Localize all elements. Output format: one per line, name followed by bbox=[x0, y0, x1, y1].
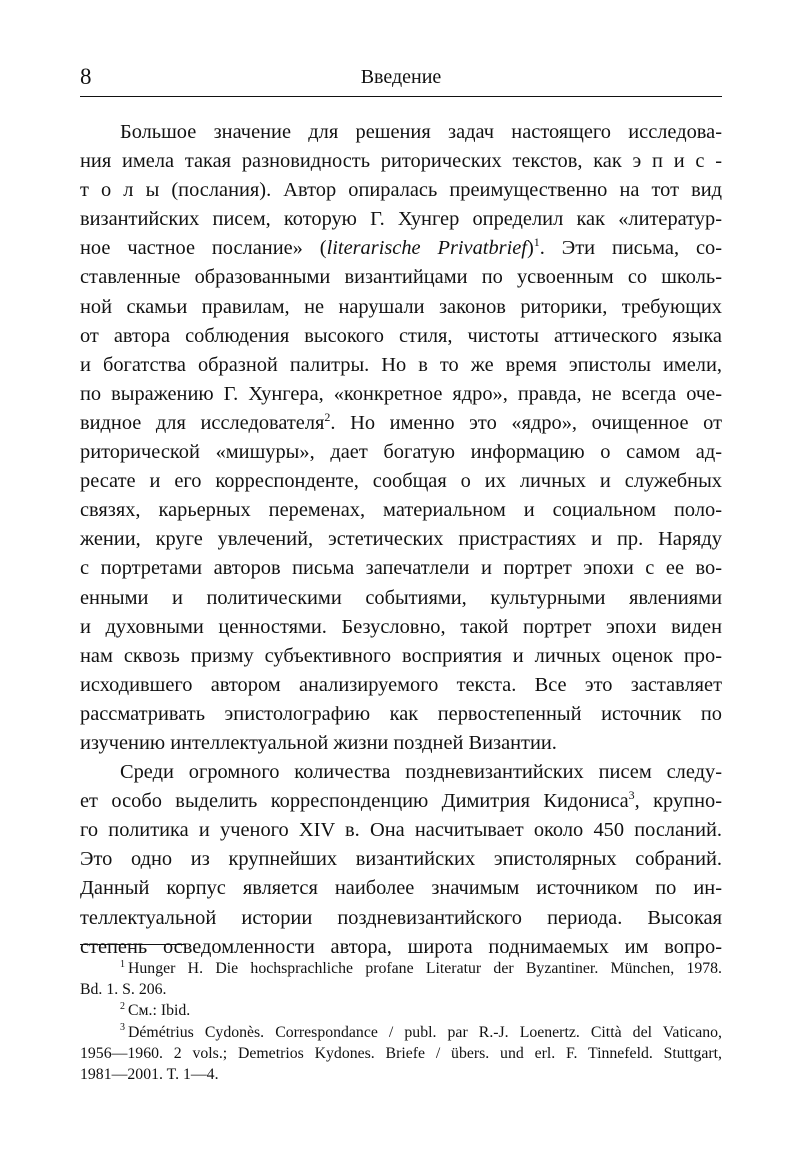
text-line: го политика и ученого XIV в. Она насчитывает около 450 посланий. bbox=[80, 819, 722, 842]
text-line: Большое значение для решения задач настоящего исследова- bbox=[120, 121, 722, 143]
text-line-paragraph-end: изучению интеллектуальной жизни поздней Византии. bbox=[80, 731, 557, 754]
page-number: 8 bbox=[80, 64, 92, 89]
footnotes bbox=[80, 958, 722, 1085]
text-fragment: видное для исследователя bbox=[80, 411, 325, 434]
footnote-1 bbox=[80, 958, 722, 979]
footnote-marker: 3 bbox=[120, 1022, 125, 1034]
text-line: византийских писем, которую Г. Хунгер определил как «литератур- bbox=[80, 208, 722, 231]
footnote-ref[interactable]: 2 bbox=[324, 410, 331, 425]
italic-term: literarische Privatbrief bbox=[326, 237, 527, 260]
text-line: теллектуальной истории поздневизантийского периода. Высокая bbox=[80, 906, 722, 929]
text-line: степень осведомленности автора, широта поднимаемых им вопро- bbox=[80, 935, 722, 958]
footnote-marker: 2 bbox=[120, 1001, 125, 1013]
footnote-marker: 1 bbox=[120, 958, 125, 970]
text-fragment: , крупно- bbox=[634, 790, 722, 813]
text-line: Среди огромного количества поздневизантийских писем следу- bbox=[120, 761, 722, 784]
text-line: ресате и его корреспонденте, сообщая о их личных и служебных bbox=[80, 470, 722, 493]
text-line: енными и политическими событиями, культурными явлениями bbox=[80, 586, 722, 609]
footnote-2 bbox=[80, 1000, 722, 1021]
paren: ) bbox=[526, 237, 534, 260]
text-line: по выражению Г. Хунгера, «конкретное ядро», правда, не всегда оче- bbox=[80, 382, 722, 405]
text-line: Данный корпус является наиболее значимым источником по ин- bbox=[80, 877, 722, 900]
text-line: исходившего автором анализируемого текста. Все это заставляет bbox=[80, 673, 722, 696]
running-title: Введение bbox=[360, 66, 442, 88]
footnote-ref[interactable]: 3 bbox=[628, 788, 635, 803]
text-line: связях, карьерных переменах, материальном и социальном поло- bbox=[80, 499, 722, 522]
text-line: ния имела такая разновидность риторических текстов, как э п и с - bbox=[80, 150, 722, 173]
text-line: с портретами авторов письма запечатлели и портрет эпохи с ее во- bbox=[80, 557, 722, 580]
text-line: жении, круге увлечений, эстетических пристрастиях и пр. Наряду bbox=[80, 528, 722, 551]
page-header bbox=[80, 62, 722, 92]
text-line: т о л ы (послания). Автор опиралась преимущественно на тот вид bbox=[80, 179, 722, 202]
footnote-3-cont: 1981—2001. T. 1—4. bbox=[80, 1065, 219, 1083]
text-line: риторической «мишуры», дает богатую информацию о самом ад- bbox=[80, 441, 722, 464]
footnote-text: Démétrius Cydonès. Correspondance / publ. par R.-J. Loenertz. Città del Vaticano, bbox=[128, 1023, 722, 1041]
text-line-with-ref bbox=[80, 787, 722, 816]
text-line: Это одно из крупнейших византийских эпистолярных собраний. bbox=[80, 848, 722, 871]
text-fragment: ет особо выделить корреспонденцию Димитрия Кидониса bbox=[80, 790, 629, 813]
text-line-with-ref bbox=[80, 409, 722, 438]
paren: ( bbox=[319, 237, 327, 260]
text-fragment: . Но именно это «ядро», очищенное от bbox=[330, 411, 722, 434]
text-line: и богатства образной палитры. Но в то же время эпистолы имели, bbox=[80, 353, 722, 376]
text-line: рассматривать эпистолографию как первостепенный источник по bbox=[80, 702, 722, 725]
footnote-text: См.: Ibid. bbox=[128, 1002, 191, 1020]
footnote-ref[interactable]: 1 bbox=[533, 235, 540, 250]
text-line: нам сквозь призму субъективного восприятия и личных оценок про- bbox=[80, 644, 722, 667]
text-fragment: . Эти письма, со- bbox=[539, 237, 723, 260]
main-text bbox=[80, 118, 722, 962]
text-fragment: ное частное послание» bbox=[80, 237, 320, 260]
text-line: и духовными ценностями. Безусловно, такой портрет эпохи виден bbox=[80, 615, 722, 638]
text-line: ставленные образованными византийцами по усвоенным со школь- bbox=[80, 266, 722, 289]
text-line: от автора соблюдения высокого стиля, чистоты аттического языка bbox=[80, 324, 722, 347]
footnote-separator bbox=[80, 944, 185, 945]
footnote-1-cont: Bd. 1. S. 206. bbox=[80, 981, 167, 999]
text-line: ной скамьи правилам, не нарушали законов риторики, требующих bbox=[80, 295, 722, 318]
header-rule bbox=[80, 96, 722, 97]
footnote-3-cont: 1956—1960. 2 vols.; Demetrios Kydones. Briefe / übers. und erl. F. Tinnefeld. Stuttgart, bbox=[80, 1044, 722, 1062]
footnote-3 bbox=[80, 1022, 722, 1043]
text-line-with-italic bbox=[80, 234, 722, 263]
footnote-text: Hunger H. Die hochsprachliche profane Literatur der Byzantiner. München, 1978. bbox=[128, 960, 722, 977]
